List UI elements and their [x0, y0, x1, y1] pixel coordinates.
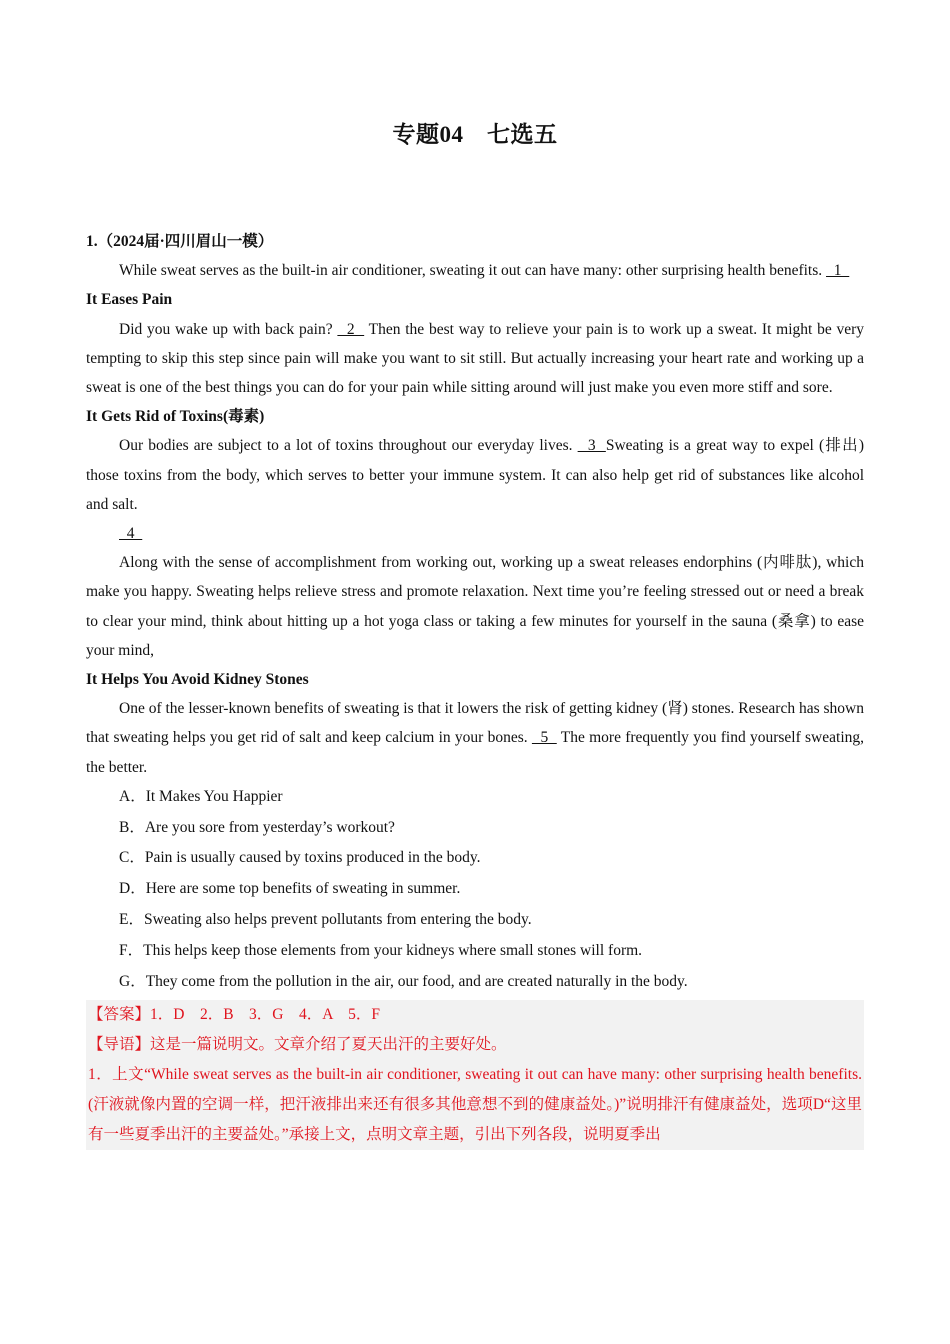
question-block	[86, 227, 864, 1150]
explanation-1: 1．上文“While sweat serves as the built-in air conditioner, sweating it out can have many: other surprising health benefits. (汗液就像内置的空调一样，把汗液排出来还有很多其他意想不到的健康益处。)”说明排汗有健康益处，选项D“这里有一些夏季出汗的主要益处。”承接上文，点明文章主题，引出下列各段，说明夏季出	[88, 1066, 862, 1144]
option-e: E．Sweating also helps prevent pollutants from entering the body.	[119, 911, 532, 929]
blank-2: 2	[337, 320, 365, 338]
subheading-kidney: It Helps You Avoid Kidney Stones	[86, 671, 309, 689]
subheading-eases-pain: It Eases Pain	[86, 291, 173, 309]
option-c: C．Pain is usually caused by toxins produced in the body.	[119, 849, 481, 867]
option-f: F．This helps keep those elements from your kidneys where small stones will form.	[119, 941, 643, 959]
guide-line: 【导语】这是一篇说明文。文章介绍了夏天出汗的主要好处。	[88, 1036, 507, 1054]
answer-section	[86, 1000, 864, 1150]
blank-4: 4	[119, 525, 143, 543]
options-list	[86, 782, 864, 998]
paragraph-intro: While sweat serves as the built-in air conditioner, sweating it out can have many: other surprising health benefits. 1	[119, 262, 850, 280]
answer-line: 【答案】1．D 2．B 3．G 4．A 5．F	[88, 1006, 380, 1024]
blank-5: 5	[531, 729, 557, 747]
option-a: A．It Makes You Happier	[119, 787, 283, 805]
page-title: 专题04 七选五	[392, 122, 558, 147]
option-d: D．Here are some top benefits of sweating in summer.	[119, 880, 461, 898]
paragraph-happier: Along with the sense of accomplishment from working out, working up a sweat releases endorphins (内啡肽), which make you happy. Sweating helps relieve stress and promote relaxation. Next time you’re feeling stressed out or need a break to clear your mind, think about hitting up a hot yoga class or taking a few minutes for yourself in the sauna (桑拿) to ease your mind,	[86, 554, 864, 659]
option-b: B．Are you sore from yesterday’s workout?	[119, 818, 395, 836]
blank-3: 3	[577, 437, 606, 455]
paragraph-kidney: One of the lesser-known benefits of sweating is that it lowers the risk of getting kidney (肾) stones. Research has shown that sweating helps you get rid of salt and keep calcium in your bones. 5 The more frequently you find yourself sweating, the better.	[86, 700, 864, 776]
blank-4-line	[86, 519, 864, 548]
option-g: G．They come from the pollution in the air, our food, and are created naturally in the body.	[119, 972, 688, 990]
paragraph-pain: Did you wake up with back pain? 2 Then the best way to relieve your pain is to work up a sweat. It might be very tempting to skip this step since pain will make you want to sit still. But actually increasing your heart rate and working up a sweat is one of the best things you can do for your pain while sitting around will just make you even more stiff and sore.	[86, 320, 865, 397]
question-heading: 1.（2024届·四川眉山一模）	[86, 233, 274, 250]
paragraph-toxins: Our bodies are subject to a lot of toxins throughout our everyday lives. 3 Sweating is a great way to expel (排出) those toxins from the body, which serves to better your immune system. It can also help get rid of substances like alcohol and salt.	[86, 437, 865, 513]
subheading-toxins: It Gets Rid of Toxins(毒素)	[86, 408, 265, 426]
blank-1: 1	[826, 262, 850, 280]
